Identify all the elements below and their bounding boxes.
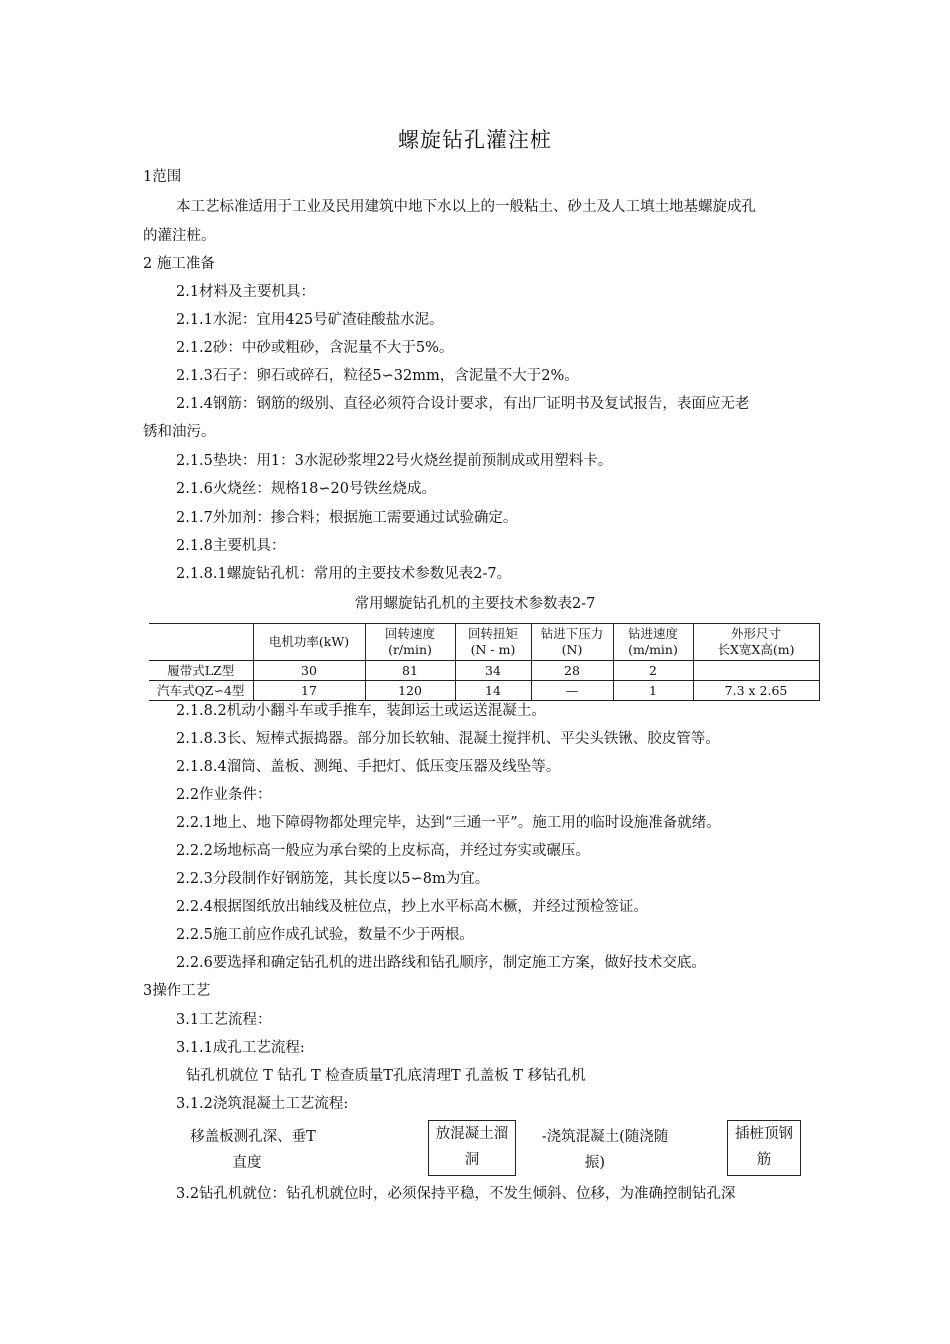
scope-paragraph-line1: 本工艺标准适用于工业及民用建筑中地下水以上的一般粘土、砂土及人工填土地基螺旋成孔 (176, 199, 756, 215)
table-cell: — (531, 681, 613, 701)
section-2-1-4-line2: 锈和油污。 (143, 424, 216, 440)
section-2-2-3: 2.2.3分段制作好钢筋笼，其长度以5∽8m为宜。 (176, 871, 490, 887)
table-cell: 81 (365, 661, 455, 681)
section-2-1-8-2: 2.1.8.2机动小翻斗车或手推车，装卸运土或运送混凝土。 (176, 703, 546, 719)
section-1-heading: 1范围 (143, 169, 182, 185)
table-header-cell: 回转速度 (r/min) (365, 624, 455, 661)
table-cell: 120 (365, 681, 455, 701)
section-3-1: 3.1工艺流程： (176, 1012, 272, 1028)
section-2-1-3: 2.1.3石子：卵石或碎石，粒径5∽32mm，含泥量不大于2%。 (176, 368, 579, 384)
flow-box-rebar (727, 1120, 801, 1176)
section-2-1-8: 2.1.8主要机具： (176, 538, 286, 554)
table-header-cell (149, 624, 253, 661)
section-3-2: 3.2钻孔机就位：钻孔机就位时，必须保持平稳，不发生倾斜、位移，为准确控制钻孔深 (176, 1186, 736, 1202)
table-header-cell: 外形尺寸 长X宽X高(m) (693, 624, 819, 661)
section-3-heading: 3操作工艺 (143, 983, 211, 999)
section-2-2-4: 2.2.4根据图纸放出轴线及桩位点，抄上水平标高木橛，并经过预检签证。 (176, 899, 648, 915)
flow-step-measure-line2: 直度 (232, 1155, 262, 1171)
table-caption: 常用螺旋钻孔机的主要技术参数表2-7 (354, 596, 596, 612)
table-header-cell: 钻进速度 (m/min) (613, 624, 693, 661)
table-header-cell: 回转扭矩 (N - m) (455, 624, 531, 661)
table-cell: 28 (531, 661, 613, 681)
flow-step-measure-line1: 移盖板测孔深、垂T (190, 1129, 316, 1145)
table-header-row (149, 624, 819, 661)
section-2-2-1: 2.2.1地上、地下障碍物都处理完毕，达到“三通一平”。施工用的临时设施准备就绪。 (176, 815, 721, 831)
document-title: 螺旋钻孔灌注桩 (398, 128, 552, 152)
table-cell: 7.3 x 2.65 (693, 681, 819, 701)
flow-box-chute-line2: 洞 (464, 1152, 480, 1168)
table-cell (693, 661, 819, 681)
flow-step-pour-line1: -浇筑混凝土(随浇随 (541, 1129, 669, 1145)
section-2-1-4-line1: 2.1.4钢筋：钢筋的级别、直径必须符合设计要求，有出厂证明书及复试报告，表面应无老 (176, 396, 750, 412)
table-cell: 1 (613, 681, 693, 701)
flow-box-chute (428, 1120, 516, 1176)
table-cell: 17 (253, 681, 365, 701)
table-cell: 30 (253, 661, 365, 681)
section-2-1-5: 2.1.5垫块：用1：3水泥砂浆埋22号火烧丝提前预制成或用塑料卡。 (176, 453, 613, 469)
section-2-2-6: 2.2.6要选择和确定钻孔机的进出路线和钻孔顺序，制定施工方案，做好技术交底。 (176, 955, 706, 971)
section-3-1-1: 3.1.1成孔工艺流程: (176, 1040, 305, 1056)
section-2-1: 2.1材料及主要机具： (176, 284, 316, 300)
section-2-2: 2.2作业条件： (176, 787, 272, 803)
table-cell: 34 (455, 661, 531, 681)
table-row (149, 661, 819, 681)
table-cell: 2 (613, 661, 693, 681)
flow-step-pour-line2: 振) (584, 1155, 606, 1171)
section-2-1-8-1: 2.1.8.1螺旋钻孔机：常用的主要技术参数见表2-7。 (176, 566, 512, 582)
section-2-1-1: 2.1.1水泥：宜用425号矿渣硅酸盐水泥。 (176, 312, 444, 328)
section-2-heading: 2 施工准备 (143, 256, 215, 272)
section-2-2-2: 2.2.2场地标高一般应为承台梁的上皮标高，并经过夯实或碾压。 (176, 843, 590, 859)
section-2-1-8-4: 2.1.8.4溜筒、盖板、测绳、手把灯、低压变压器及线坠等。 (176, 759, 561, 775)
table-cell: 14 (455, 681, 531, 701)
section-3-1-2: 3.1.2浇筑混凝土工艺流程: (176, 1096, 349, 1112)
table-header-cell: 钻进下压力 (N) (531, 624, 613, 661)
section-2-1-2: 2.1.2砂：中砂或粗砂，含泥量不大于5%。 (176, 340, 454, 356)
flow-box-rebar-line2: 筋 (756, 1152, 772, 1168)
section-2-1-8-3: 2.1.8.3长、短棒式振捣器。部分加长软轴、混凝土搅拌机、平尖头铁锹、胶皮管等。 (176, 731, 720, 747)
table-header-cell: 电机功率(kW) (253, 624, 365, 661)
section-2-2-5: 2.2.5施工前应作成孔试验，数量不少于两根。 (176, 927, 474, 943)
flow-step-measure (178, 1124, 328, 1176)
table-row-label: 汽车式QZ∽4型 (149, 681, 253, 701)
flow-step-pour (530, 1124, 680, 1176)
drilling-flow-line: 钻孔机就位 T 钻孔 T 检查质量T孔底清理T 孔盖板 T 移钻孔机 (186, 1068, 586, 1084)
table-row-label: 履带式LZ型 (149, 661, 253, 681)
table-row (149, 681, 819, 701)
drill-spec-table (149, 623, 820, 701)
section-2-1-6: 2.1.6火烧丝：规格18∽20号铁丝烧成。 (176, 481, 436, 497)
flow-box-chute-line1: 放混凝土溜 (435, 1126, 509, 1142)
scope-paragraph-line2: 的灌注桩。 (143, 228, 216, 244)
section-2-1-7: 2.1.7外加剂：掺合料；根据施工需要通过试验确定。 (176, 510, 518, 526)
flow-box-rebar-line1: 插桩顶钢 (735, 1126, 793, 1142)
